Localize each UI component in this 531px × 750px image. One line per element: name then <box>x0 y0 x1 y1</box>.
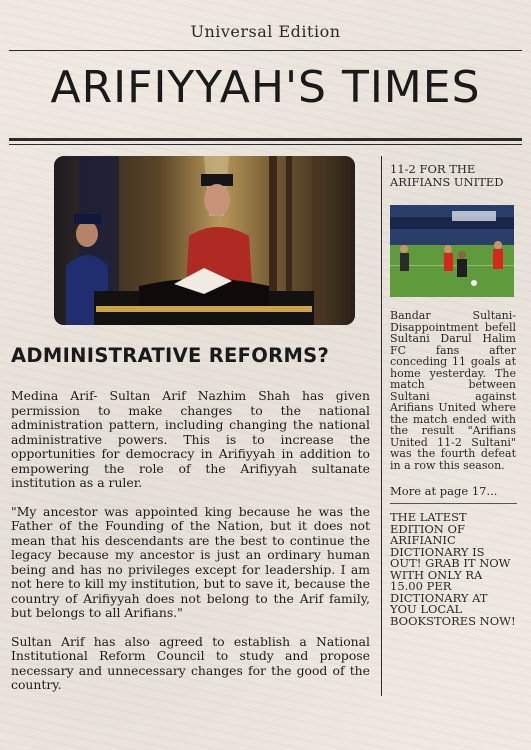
sidebar-divider <box>390 503 517 504</box>
masthead-rule-thick <box>9 138 522 141</box>
continued-on-page-link[interactable]: More at page 17... <box>390 484 498 498</box>
sidebar-headline: 11-2 FOR THE ARIFIANS UNITED <box>390 162 504 189</box>
edition-label: Universal Edition <box>190 22 341 41</box>
main-story-paragraph: Medina Arif- Sultan Arif Nazhim Shah has given permission to make changes to the national administration pattern, including changing the national administrative powers. This is to increase the opportunities for democracy in Arifiyyah in addition to empowering the role of the Arifiyyah sultanate institution as a ruler. <box>11 388 370 490</box>
top-rule <box>9 50 522 51</box>
football-photo <box>390 205 514 297</box>
column-divider <box>381 156 382 696</box>
dictionary-advert: THE LATEST EDITION OF ARIFIANIC DICTIONARY IS OUT! GRAB IT NOW WITH ONLY RA 15.00 PER DICTIONARY AT YOU LOCAL BOOKSTORES NOW! <box>390 510 516 628</box>
main-story-paragraph: Sultan Arif has also agreed to establish a National Institutional Reform Council to study and propose necessary and unnecessary changes for the good of the country. <box>11 633 370 692</box>
masthead-rule-thin <box>9 144 522 145</box>
main-story-paragraph: "My ancestor was appointed king because he was the Father of the Founding of the Nation, but it does not mean that his descendants are the best to continue the legacy because my ancestor is just an ordinary human being and has no privileges except for leadership. I am not here to kill my institution, but to save it, because the country of Arifiyyah does not belong to the Arif family, but belongs to all Arifians." <box>11 503 370 620</box>
main-story-headline: ADMINISTRATIVE REFORMS? <box>11 344 330 367</box>
newspaper-title: ARIFIYYAH'S TIMES <box>50 62 481 113</box>
main-story-body <box>11 389 370 707</box>
main-story-photo <box>54 156 355 325</box>
sidebar-story-body: Bandar Sultani-Disappointment befell Sultani Darul Halim FC fans after conceding 11 goals at home yesterday. The match between Sultani against Arifians United where the match ended with the result "Arifians United 11-2 Sultani" was the fourth defeat in a row this season. <box>390 309 516 472</box>
